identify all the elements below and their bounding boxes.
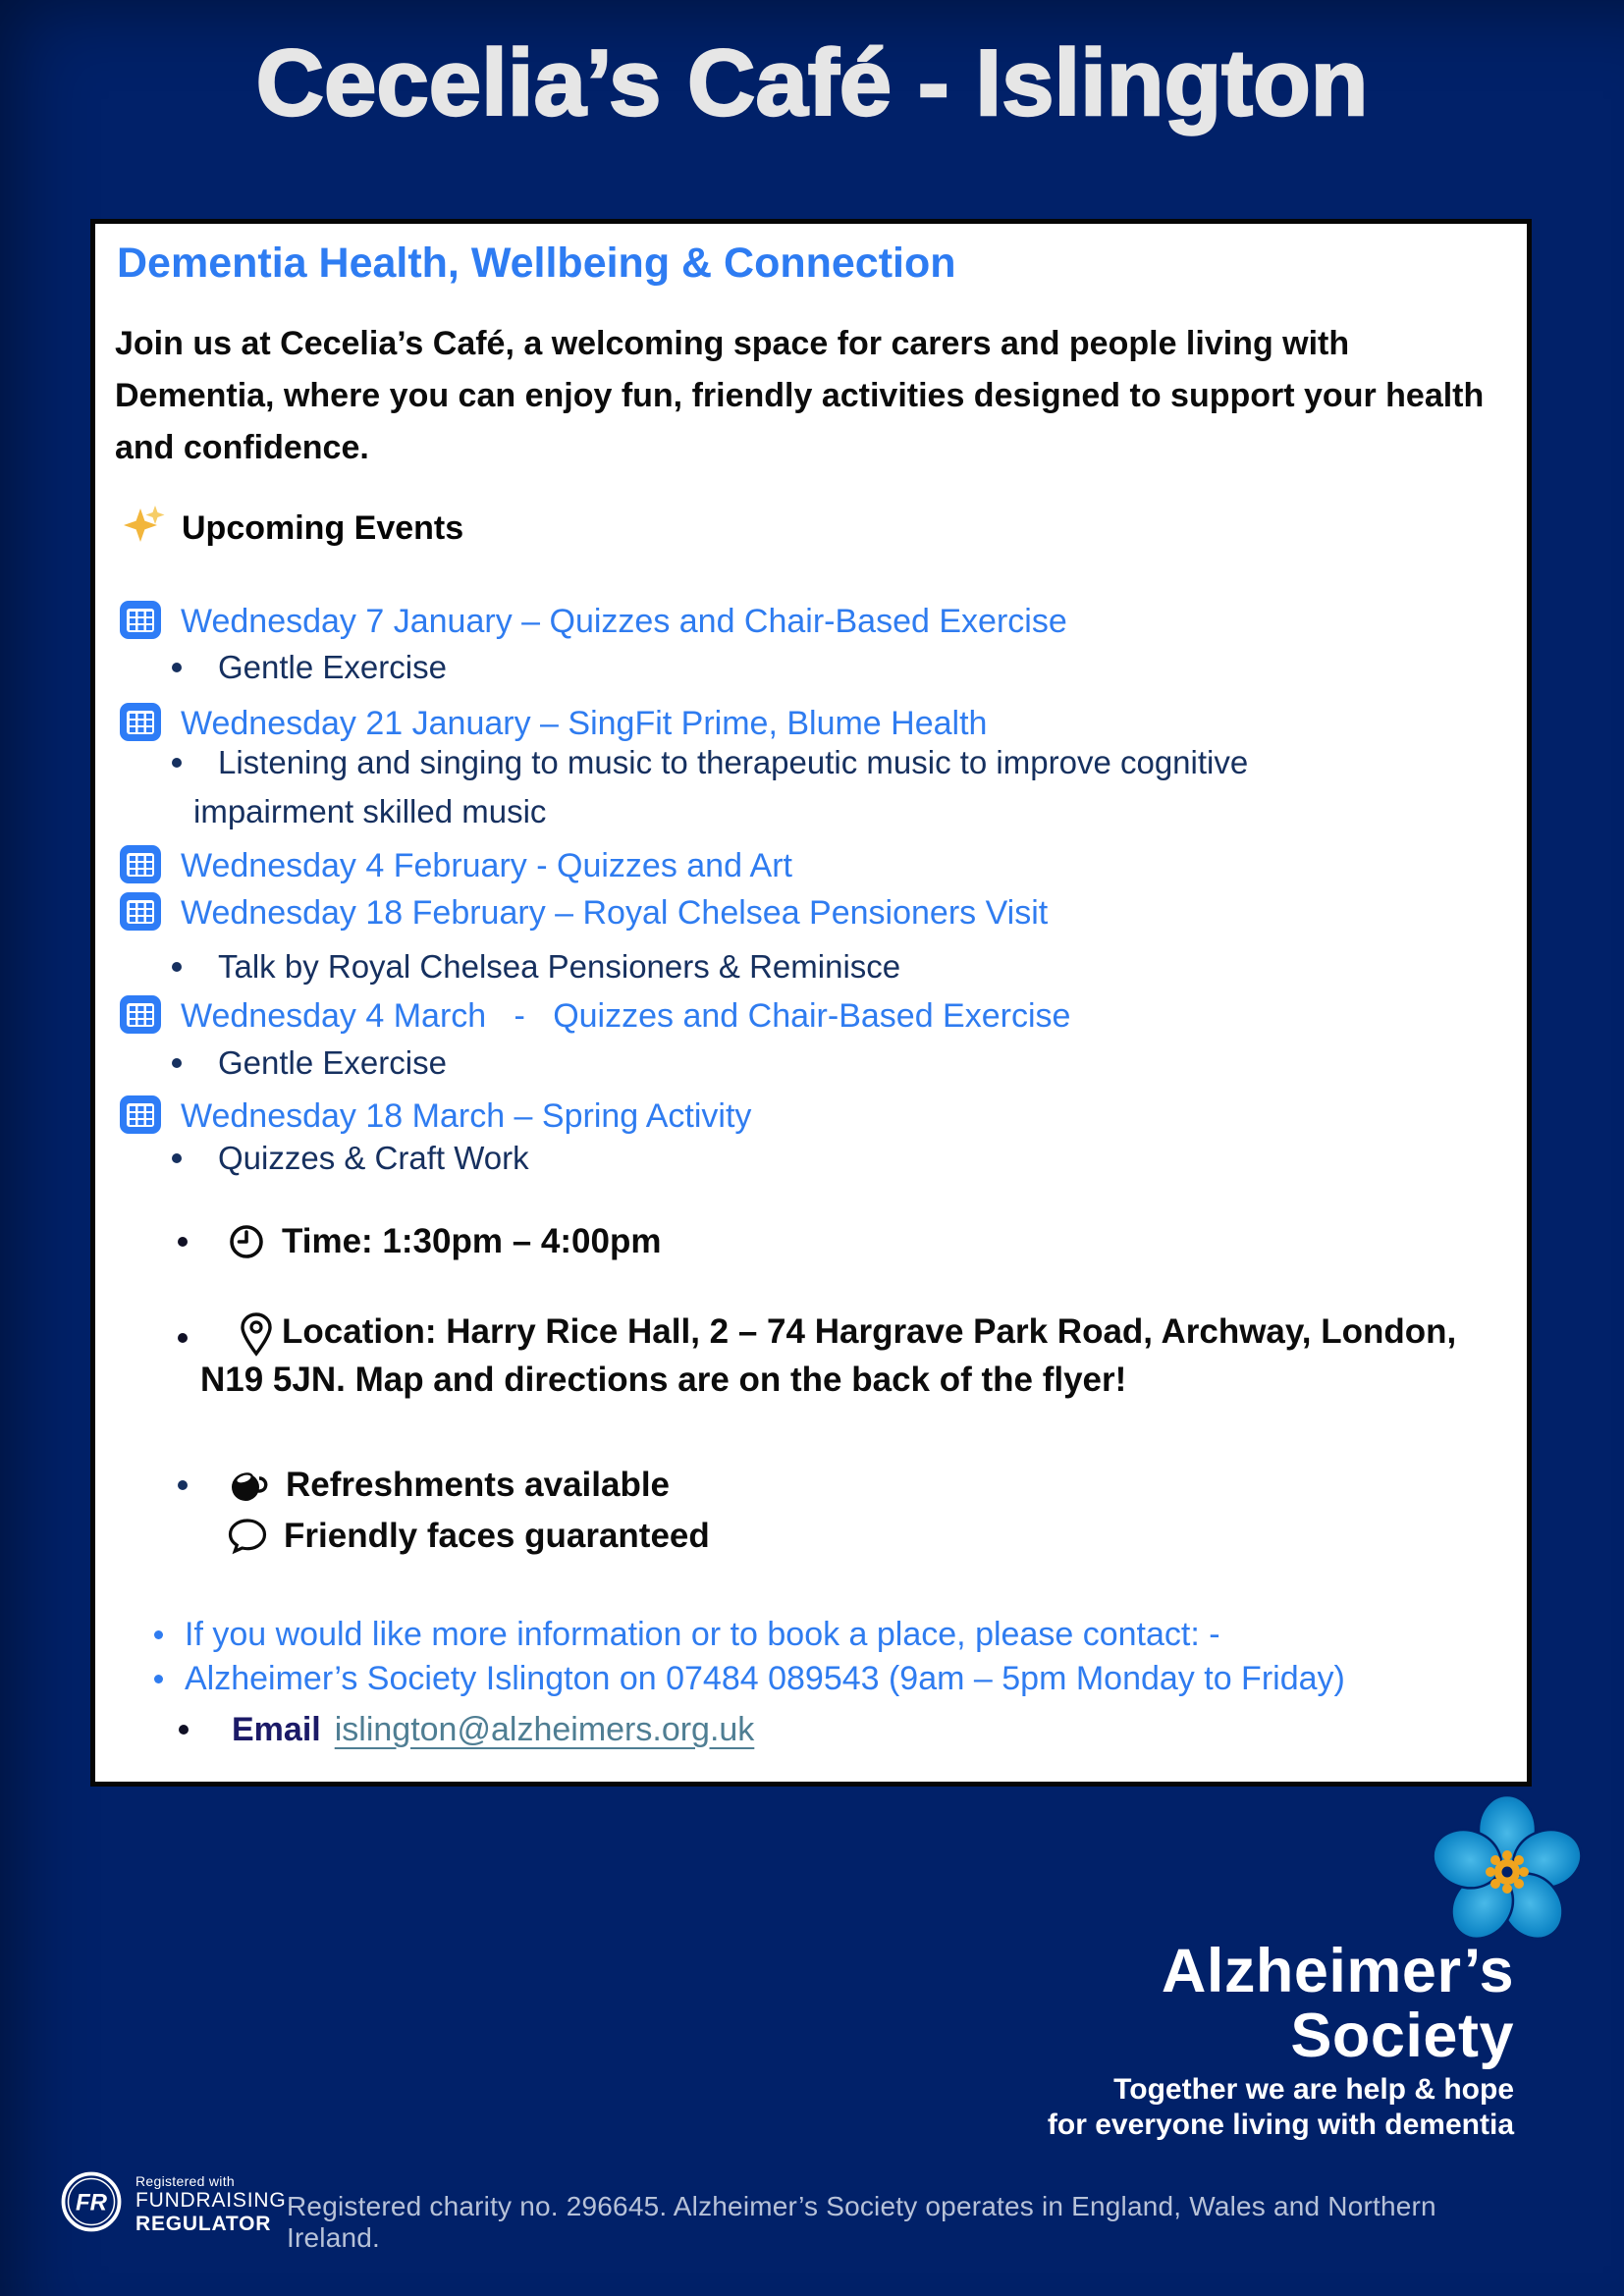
email-link[interactable]: islington@alzheimers.org.uk [334, 1710, 755, 1748]
event-detail [172, 945, 900, 988]
fundraising-regulator-logo [59, 2169, 286, 2239]
event-row [118, 888, 1048, 937]
time-row [178, 1216, 661, 1267]
event-row [118, 991, 1070, 1041]
bullet-dot [172, 758, 182, 768]
upcoming-events-header [123, 503, 463, 555]
bullet-dot [172, 663, 182, 672]
event-title: Wednesday 4 March - Quizzes and Chair-Based Exercise [181, 996, 1071, 1035]
fr-regulator-label: REGULATOR [135, 2212, 272, 2235]
calendar-icon [118, 1092, 163, 1142]
forget-me-not-flower-icon [1426, 1790, 1589, 1958]
bullet-dot [172, 1058, 182, 1068]
event-detail [172, 1041, 447, 1085]
upcoming-events-label: Upcoming Events [182, 509, 464, 547]
contact-info-text: If you would like more information or to book a place, please contact: - [185, 1615, 1220, 1653]
fr-text-block [135, 2173, 286, 2236]
event-row [118, 1092, 751, 1141]
contact-phone-text: Alzheimer’s Society Islington on 07484 089543 (9am – 5pm Monday to Friday) [185, 1659, 1345, 1697]
fr-registered-with: Registered with [135, 2172, 235, 2189]
bullet-dot [178, 1480, 188, 1490]
event-title: Wednesday 4 February - Quizzes and Art [181, 846, 793, 884]
bullet-text: Quizzes & Craft Work [218, 1140, 529, 1176]
bullet-text: Listening and singing to music to therapeutic music to improve cognitive [218, 744, 1249, 780]
page-title: Cecelia’s Café - Islington [255, 30, 1369, 135]
calendar-icon [118, 888, 163, 938]
time-text: Time: 1:30pm – 4:00pm [282, 1222, 662, 1260]
bullet-text: Talk by Royal Chelsea Pensioners & Reminisce [218, 948, 901, 985]
event-detail-continuation: impairment skilled music [193, 793, 547, 829]
sparkles-icon [123, 503, 166, 555]
bullet-text: Gentle Exercise [218, 649, 447, 685]
contact-row-info [154, 1611, 1220, 1658]
contact-row-phone [154, 1655, 1345, 1702]
friendly-faces-text: Friendly faces guaranteed [284, 1517, 710, 1555]
event-title: Wednesday 21 January – SingFit Prime, Blume Health [181, 704, 988, 742]
logo-tagline-line1: Together we are help & hope [1113, 2073, 1514, 2106]
bullet-dot [154, 1630, 163, 1639]
svg-text:FR: FR [76, 2189, 107, 2216]
fr-circle-icon [59, 2169, 124, 2239]
logo-wordmark-line2: Society [1290, 2002, 1514, 2070]
refreshments-row [178, 1460, 670, 1511]
event-title: Wednesday 18 February – Royal Chelsea Pensioners Visit [181, 893, 1049, 932]
calendar-icon [118, 597, 163, 647]
event-detail [172, 1137, 529, 1180]
card-heading: Dementia Health, Wellbeing & Connection [117, 240, 956, 287]
bullet-dot [179, 1725, 189, 1735]
event-detail [172, 646, 447, 689]
contact-row-email [179, 1706, 754, 1753]
email-label: Email [232, 1710, 321, 1748]
calendar-icon [118, 699, 163, 749]
logo-tagline-line2: for everyone living with dementia [1047, 2109, 1514, 2141]
event-title: Wednesday 18 March – Spring Activity [181, 1096, 752, 1135]
clock-icon [227, 1222, 266, 1261]
bullet-dot [178, 1333, 188, 1343]
event-detail [172, 741, 1248, 784]
bullet-dot [178, 1237, 188, 1247]
event-title: Wednesday 7 January – Quizzes and Chair-Based Exercise [181, 602, 1067, 640]
refreshments-text: Refreshments available [286, 1466, 671, 1504]
intro-paragraph: Join us at Cecelia’s Café, a welcoming space for carers and people living with Dementia, where you can enjoy fun, friendly activities designed to support your health and confidence. [115, 325, 1485, 466]
logo-wordmark-line1: Alzheimer’s [1161, 1937, 1514, 2005]
bullet-dot [172, 962, 182, 972]
calendar-icon [118, 991, 163, 1041]
bullet-dot [172, 1153, 182, 1163]
hot-beverage-icon [227, 1466, 270, 1505]
fr-fundraising-label: FUNDRAISING [135, 2188, 287, 2212]
bullet-dot [154, 1675, 163, 1683]
friendly-faces-row [227, 1511, 710, 1562]
event-row [118, 841, 792, 890]
location-text: Location: Harry Rice Hall, 2 – 74 Hargrave Park Road, Archway, London, N19 5JN. Map and directions are on the back of the flyer! [200, 1312, 1457, 1399]
content-card [90, 219, 1532, 1787]
charity-registration-text: Registered charity no. 296645. Alzheimer’s Society operates in England, Wales and Northern Ireland. [287, 2191, 1436, 2253]
event-row [118, 597, 1067, 646]
calendar-icon [118, 841, 163, 891]
bullet-text: Gentle Exercise [218, 1044, 447, 1081]
speech-bubble-icon [227, 1518, 268, 1555]
